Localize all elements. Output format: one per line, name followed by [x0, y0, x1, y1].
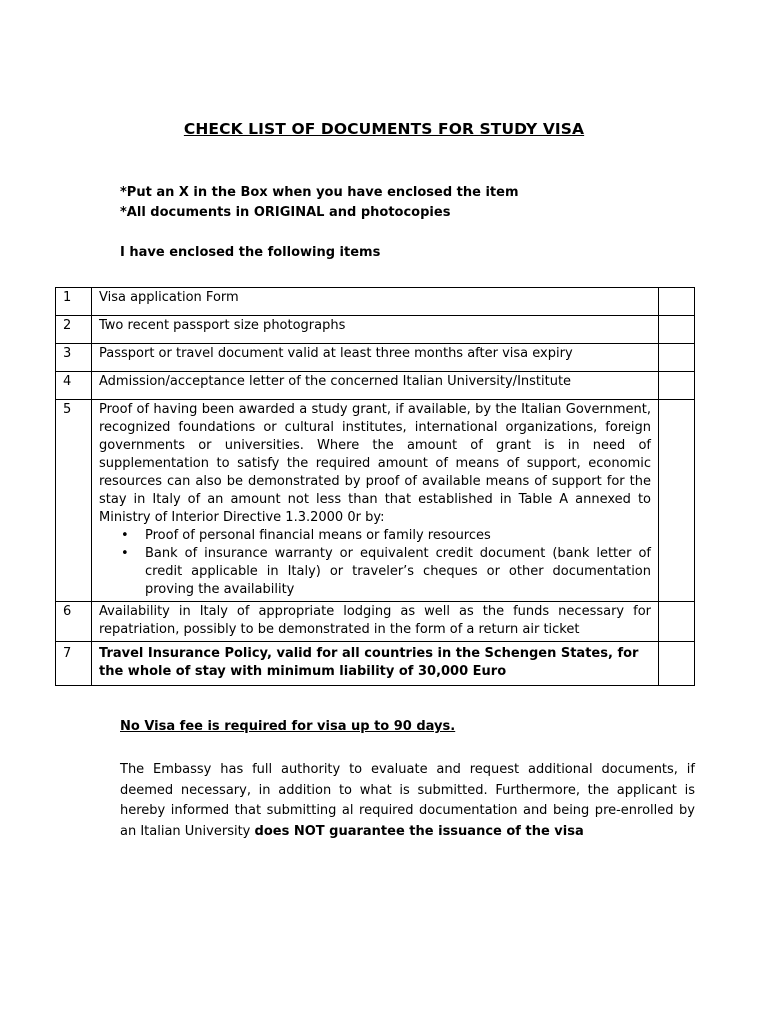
item-checkbox[interactable] [659, 400, 695, 602]
instructions [120, 183, 519, 223]
page-title: CHECK LIST OF DOCUMENTS FOR STUDY VISA [183, 120, 585, 138]
item-checkbox[interactable] [659, 316, 695, 344]
disclaimer-text: The Embassy has full authority to evaluate and request additional documents, if deemed necessary, in addition to what is submitted. Furthermore, the applicant is hereby informed that submitting al required documentation and being pre-enrolled by an Italian University [120, 762, 695, 839]
instruction-originals: *All documents in ORIGINAL and photocopies [120, 205, 451, 220]
sub-item-bullet: • Proof of personal financial means or family resources [145, 527, 651, 545]
item-checkbox[interactable] [659, 602, 695, 642]
sub-item-bullet: • Bank of insurance warranty or equivalent credit document (bank letter of credit applicable in Italy) or traveler’s cheques or other documentation proving the availability [145, 545, 651, 599]
embassy-disclaimer [120, 760, 695, 842]
disclaimer-bold-clause: does NOT guarantee the issuance of the visa [254, 823, 584, 839]
item-number: 3 [56, 344, 92, 372]
checkbox-icon[interactable] [666, 289, 687, 313]
checklist-row [56, 288, 695, 316]
sub-item-list [99, 527, 651, 599]
item-checkbox[interactable] [659, 288, 695, 316]
item-description-text: Proof of having been awarded a study grant, if available, by the Italian Government, recognized foundations or cultural institutes, international organizations, foreign governments or universities. Where the amount of grant is in need of supplementation to satisfy the required amount of means of support, economic resources can also be demonstrated by proof of available means of support for the stay in Italy of an amount not less than that established in Table A annexed to Ministry of Interior Directive 1.3.2000 0r by: [99, 402, 651, 525]
item-number: 5 [56, 400, 92, 602]
item-description: Availability in Italy of appropriate lodging as well as the funds necessary for repatriation, possibly to be demonstrated in the form of a return air ticket [92, 602, 659, 642]
checklist-row [56, 602, 695, 642]
item-description: Two recent passport size photographs [92, 316, 659, 344]
checkbox-icon[interactable] [666, 317, 687, 341]
item-description: Passport or travel document valid at least three months after visa expiry [92, 344, 659, 372]
instruction-mark-box: *Put an X in the Box when you have enclosed the item [120, 185, 519, 200]
checklist-row [56, 400, 695, 602]
document-checklist-table [55, 287, 695, 686]
item-number: 1 [56, 288, 92, 316]
checkbox-icon[interactable] [666, 345, 687, 369]
enclosed-items-label: I have enclosed the following items [120, 245, 381, 260]
item-description: Visa application Form [92, 288, 659, 316]
checklist-row [56, 372, 695, 400]
item-description: Travel Insurance Policy, valid for all countries in the Schengen States, for the whole of stay with minimum liability of 30,000 Euro [92, 642, 659, 686]
checklist-row [56, 316, 695, 344]
item-checkbox[interactable] [659, 344, 695, 372]
item-number: 6 [56, 602, 92, 642]
item-number: 7 [56, 642, 92, 686]
checklist-row [56, 642, 695, 686]
checkbox-icon[interactable] [666, 373, 687, 397]
checklist-row [56, 344, 695, 372]
item-number: 4 [56, 372, 92, 400]
item-description: Admission/acceptance letter of the concerned Italian University/Institute [92, 372, 659, 400]
item-number: 2 [56, 316, 92, 344]
item-checkbox[interactable] [659, 642, 695, 686]
item-checkbox[interactable] [659, 372, 695, 400]
item-description [92, 400, 659, 602]
visa-fee-note: No Visa fee is required for visa up to 90 days. [120, 719, 456, 734]
